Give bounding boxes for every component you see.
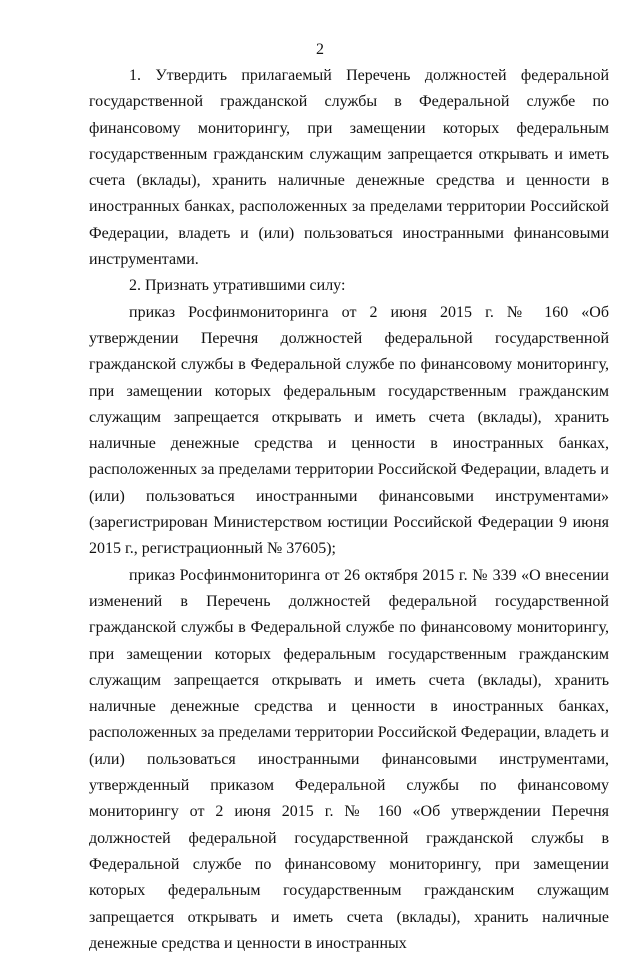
- paragraph-order-339: приказ Росфинмониторинга от 26 октября 2015 г. № 339 «О внесении изменений в Перечень должностей федеральной государственной гражданской службы в Федеральной службе по финансовому мониторингу, при замещении которых федеральным государственным гражданским служащим запрещается открывать и иметь счета (вклады), хранить наличные денежные средства и ценности в иностранных банках, расположенных за пределами территории Российской Федерации, владеть и (или) пользоваться иностранными финансовыми инструментами, утвержденный приказом Федеральной службы по финансовому мониторингу от 2 июня 2015 г. № 160 «Об утверждении Перечня должностей федеральной государственной гражданской службы в Федеральной службе по финансовому мониторингу, при замещении которых федеральным государственным гражданским служащим запрещается открывать и иметь счета (вклады), хранить наличные денежные средства и ценности в иностранных: [89, 566, 609, 952]
- paragraph-order-160: приказ Росфинмониторинга от 2 июня 2015 г. № 160 «Об утверждении Перечня должностей федеральной государственной гражданской службы в Федеральной службе по финансовому мониторингу, при замещении которых федеральным государственным гражданским служащим запрещается открывать и иметь счета (вклады), хранить наличные денежные средства и ценности в иностранных банках, расположенных за пределами территории Российской Федерации, владеть и (или) пользоваться иностранными финансовыми инструментами» (зарегистрирован Министерством юстиции Российской Федерации 9 июня 2015 г., регистрационный № 37605);: [89, 303, 609, 558]
- page-number: 2: [316, 41, 324, 58]
- paragraph-item-2-repeal: 2. Признать утратившими силу:: [129, 277, 346, 295]
- document-body: [89, 63, 609, 957]
- paragraph-item-1-approve-list: 1. Утвердить прилагаемый Перечень должностей федеральной государственной гражданской службы в Федеральной службе по финансовому мониторингу, при замещении которых федеральным государственным гражданским служащим запрещается открывать и иметь счета (вклады), хранить наличные денежные средства и ценности в иностранных банках, расположенных за пределами территории Российской Федерации, владеть и (или) пользоваться иностранными финансовыми инструментами.: [89, 67, 609, 269]
